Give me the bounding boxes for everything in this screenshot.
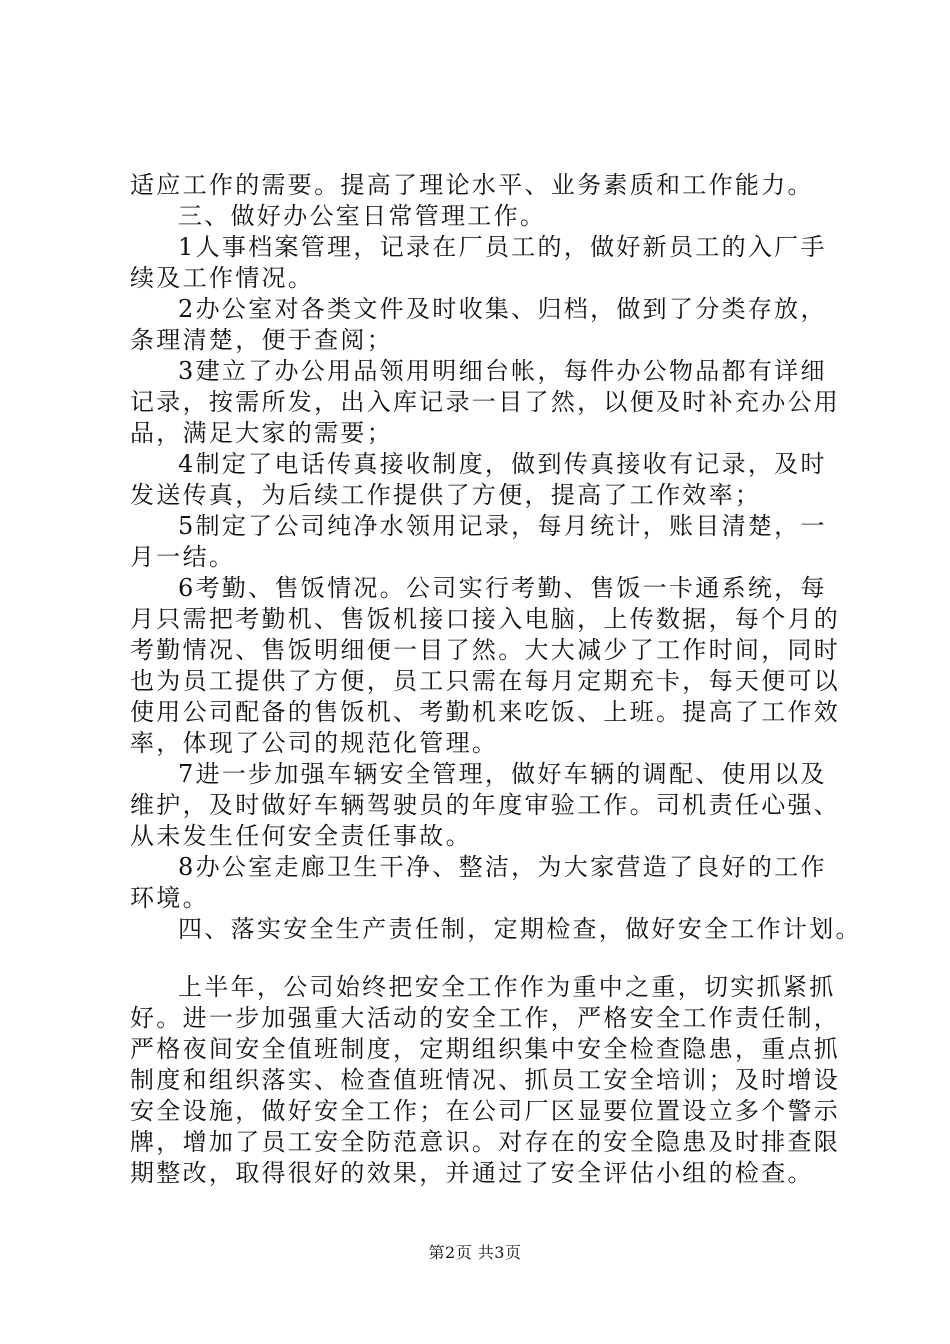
text-line: 发送传真，为后续工作提供了方便，提高了工作效率；	[130, 481, 762, 509]
text-line: 品，满足大家的需要；	[130, 419, 393, 447]
text-line: 考勤情况、售饭明细便一目了然。大大减少了工作时间，同时	[130, 636, 841, 664]
text-line: 维护，及时做好车辆驾驶员的年度审验工作。司机责任心强、	[130, 791, 841, 819]
paragraph-gap	[130, 945, 865, 972]
text-line: 制度和组织落实、检查值班情况、抓员工安全培训；及时增设	[130, 1066, 841, 1094]
text-line: 牌，增加了员工安全防范意识。对存在的安全隐患及时排查限	[130, 1128, 841, 1156]
text-line: 上半年，公司始终把安全工作作为重中之重，切实抓紧抓	[178, 973, 836, 1001]
document-body	[130, 170, 865, 1189]
text-line: 6考勤、售饭情况。公司实行考勤、售饭一卡通系统，每	[178, 574, 827, 602]
text-line: 期整改，取得很好的效果，并通过了安全评估小组的检查。	[130, 1159, 814, 1187]
text-line: 月一结。	[130, 543, 236, 571]
text-line: 也为员工提供了方便，员工只需在每月定期充卡，每天便可以	[130, 667, 841, 695]
text-line: 环境。	[130, 884, 209, 912]
text-line: 7进一步加强车辆安全管理，做好车辆的调配、使用以及	[178, 760, 827, 788]
section-heading: 三、做好办公室日常管理工作。	[178, 202, 547, 230]
text-line: 续及工作情况。	[130, 264, 315, 292]
text-line: 1人事档案管理，记录在厂员工的，做好新员工的入厂手	[178, 233, 827, 261]
text-line: 条理清楚，便于查阅；	[130, 326, 393, 354]
text-line: 4制定了电话传真接收制度，做到传真接收有记录，及时	[178, 450, 827, 478]
text-line: 安全设施，做好安全工作；在公司厂区显要位置设立多个警示	[130, 1097, 841, 1125]
page-number-footer: 第2页 共3页	[428, 1243, 522, 1262]
text-line: 率，体现了公司的规范化管理。	[130, 729, 499, 757]
text-line: 使用公司配备的售饭机、考勤机来吃饭、上班。提高了工作效	[130, 698, 841, 726]
text-line: 月只需把考勤机、售饭机接口接入电脑，上传数据，每个月的	[130, 605, 841, 633]
text-line: 适应工作的需要。提高了理论水平、业务素质和工作能力。	[130, 171, 814, 199]
section-heading: 四、落实安全生产责任制，定期检查，做好安全工作计划。	[178, 915, 862, 943]
text-line: 记录，按需所发，出入库记录一目了然，以便及时补充办公用	[130, 388, 841, 416]
text-line: 2办公室对各类文件及时收集、归档，做到了分类存放，	[178, 295, 827, 323]
text-line: 8办公室走廊卫生干净、整洁，为大家营造了良好的工作	[178, 853, 827, 881]
text-line: 从未发生任何安全责任事故。	[130, 822, 472, 850]
text-line: 好。进一步加强重大活动的安全工作，严格安全工作责任制，	[130, 1004, 841, 1032]
text-line: 5制定了公司纯净水领用记录，每月统计，账目清楚，一	[178, 512, 827, 540]
text-line: 严格夜间安全值班制度，定期组织集中安全检查隐患，重点抓	[130, 1035, 841, 1063]
text-line: 3建立了办公用品领用明细台帐，每件办公物品都有详细	[178, 357, 827, 385]
